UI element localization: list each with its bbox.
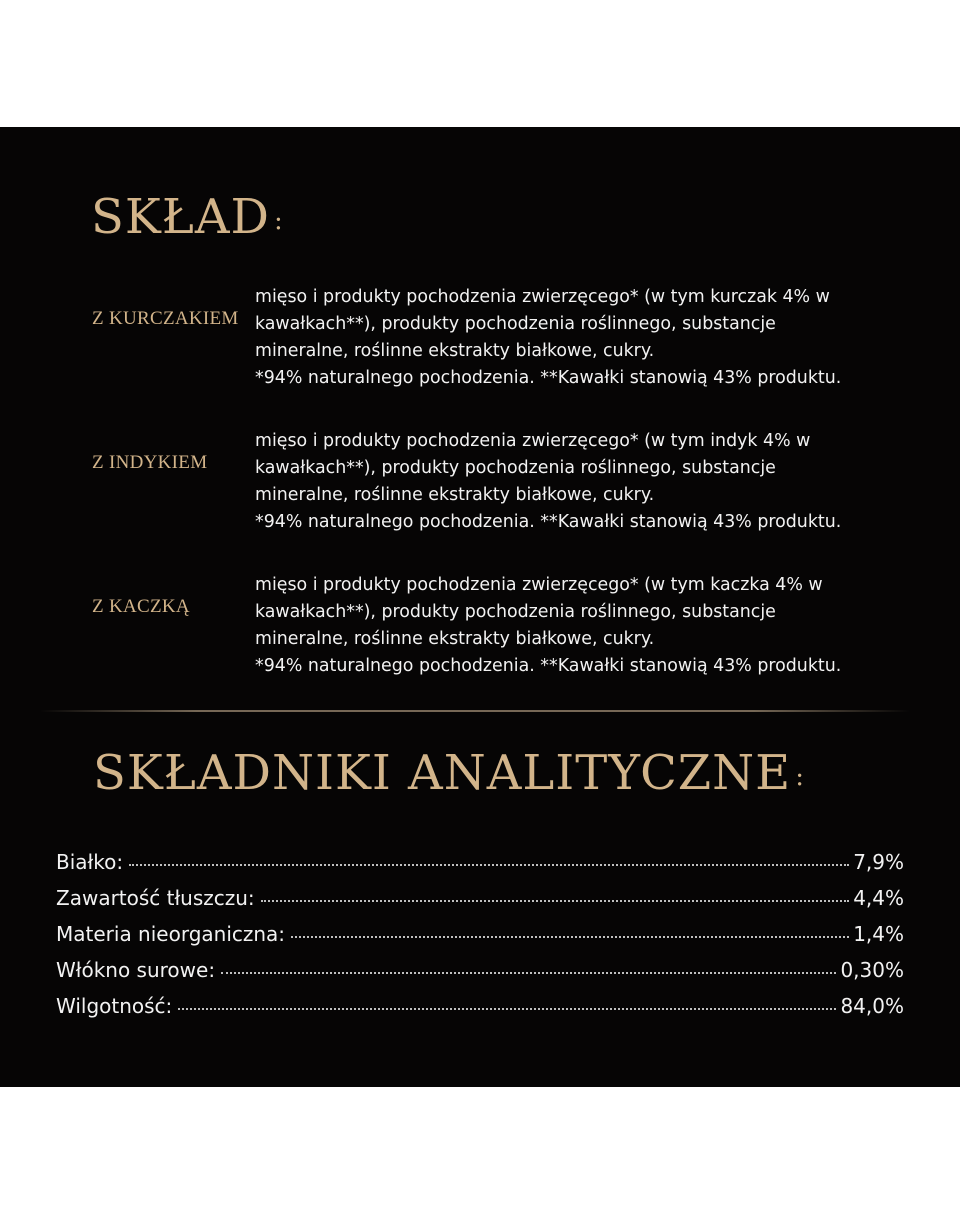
composition-title: SKŁAD [91,189,270,245]
ingredients-panel [0,127,960,1087]
dot-leader [261,900,850,902]
flavour-duck [0,572,960,682]
analysis-label: Białko: [56,850,124,874]
description-line: kawałkach**), produkty pochodzenia roślinnego, substancje [255,314,776,334]
analysis-label: Włókno surowe: [56,958,216,982]
flavour-turkey [0,428,960,538]
analysis-heading [93,745,805,805]
analysis-value: 0,30% [840,958,904,982]
description-line: mięso i produkty pochodzenia zwierzęcego* (w tym kaczka 4% w [255,575,823,595]
analysis-row-fat [56,880,904,916]
analysis-row-fibre [56,952,904,988]
analysis-value: 1,4% [853,922,904,946]
analysis-value: 4,4% [853,886,904,910]
description-line: mięso i produkty pochodzenia zwierzęcego* (w tym indyk 4% w [255,431,811,451]
analysis-row-protein [56,844,904,880]
dot-leader [129,864,849,866]
analysis-label: Zawartość tłuszczu: [56,886,255,910]
flavour-description [255,428,945,536]
description-line: mineralne, roślinne ekstrakty białkowe, cukry. [255,341,655,361]
analysis-row-moisture [56,988,904,1024]
dot-leader [291,936,849,938]
description-footnote: *94% naturalnego pochodzenia. **Kawałki stanowią 43% produktu. [255,512,842,532]
analysis-label: Materia nieorganiczna: [56,922,286,946]
description-line: mineralne, roślinne ekstrakty białkowe, cukry. [255,629,655,649]
description-line: kawałkach**), produkty pochodzenia roślinnego, substancje [255,458,776,478]
sparkle-colon-icon: : [274,206,284,236]
section-divider [40,710,910,712]
flavour-label: Z KURCZAKIEM [92,308,239,329]
description-line: mięso i produkty pochodzenia zwierzęcego* (w tym kurczak 4% w [255,287,830,307]
flavour-description [255,572,945,680]
analysis-list [56,844,904,1024]
dot-leader [221,972,836,974]
composition-heading [91,189,284,249]
analysis-title: SKŁADNIKI ANALITYCZNE [93,745,792,801]
description-footnote: *94% naturalnego pochodzenia. **Kawałki stanowią 43% produktu. [255,656,842,676]
analysis-value: 84,0% [840,994,904,1018]
analysis-value: 7,9% [853,850,904,874]
analysis-row-ash [56,916,904,952]
flavour-chicken [0,284,960,394]
dot-leader [178,1008,836,1010]
description-footnote: *94% naturalnego pochodzenia. **Kawałki stanowią 43% produktu. [255,368,842,388]
flavour-label: Z INDYKIEM [92,452,208,473]
sparkle-colon-icon: : [795,762,805,792]
analysis-label: Wilgotność: [56,994,173,1018]
flavour-description [255,284,945,392]
description-line: mineralne, roślinne ekstrakty białkowe, cukry. [255,485,655,505]
description-line: kawałkach**), produkty pochodzenia roślinnego, substancje [255,602,776,622]
flavour-label: Z KACZKĄ [92,596,190,617]
